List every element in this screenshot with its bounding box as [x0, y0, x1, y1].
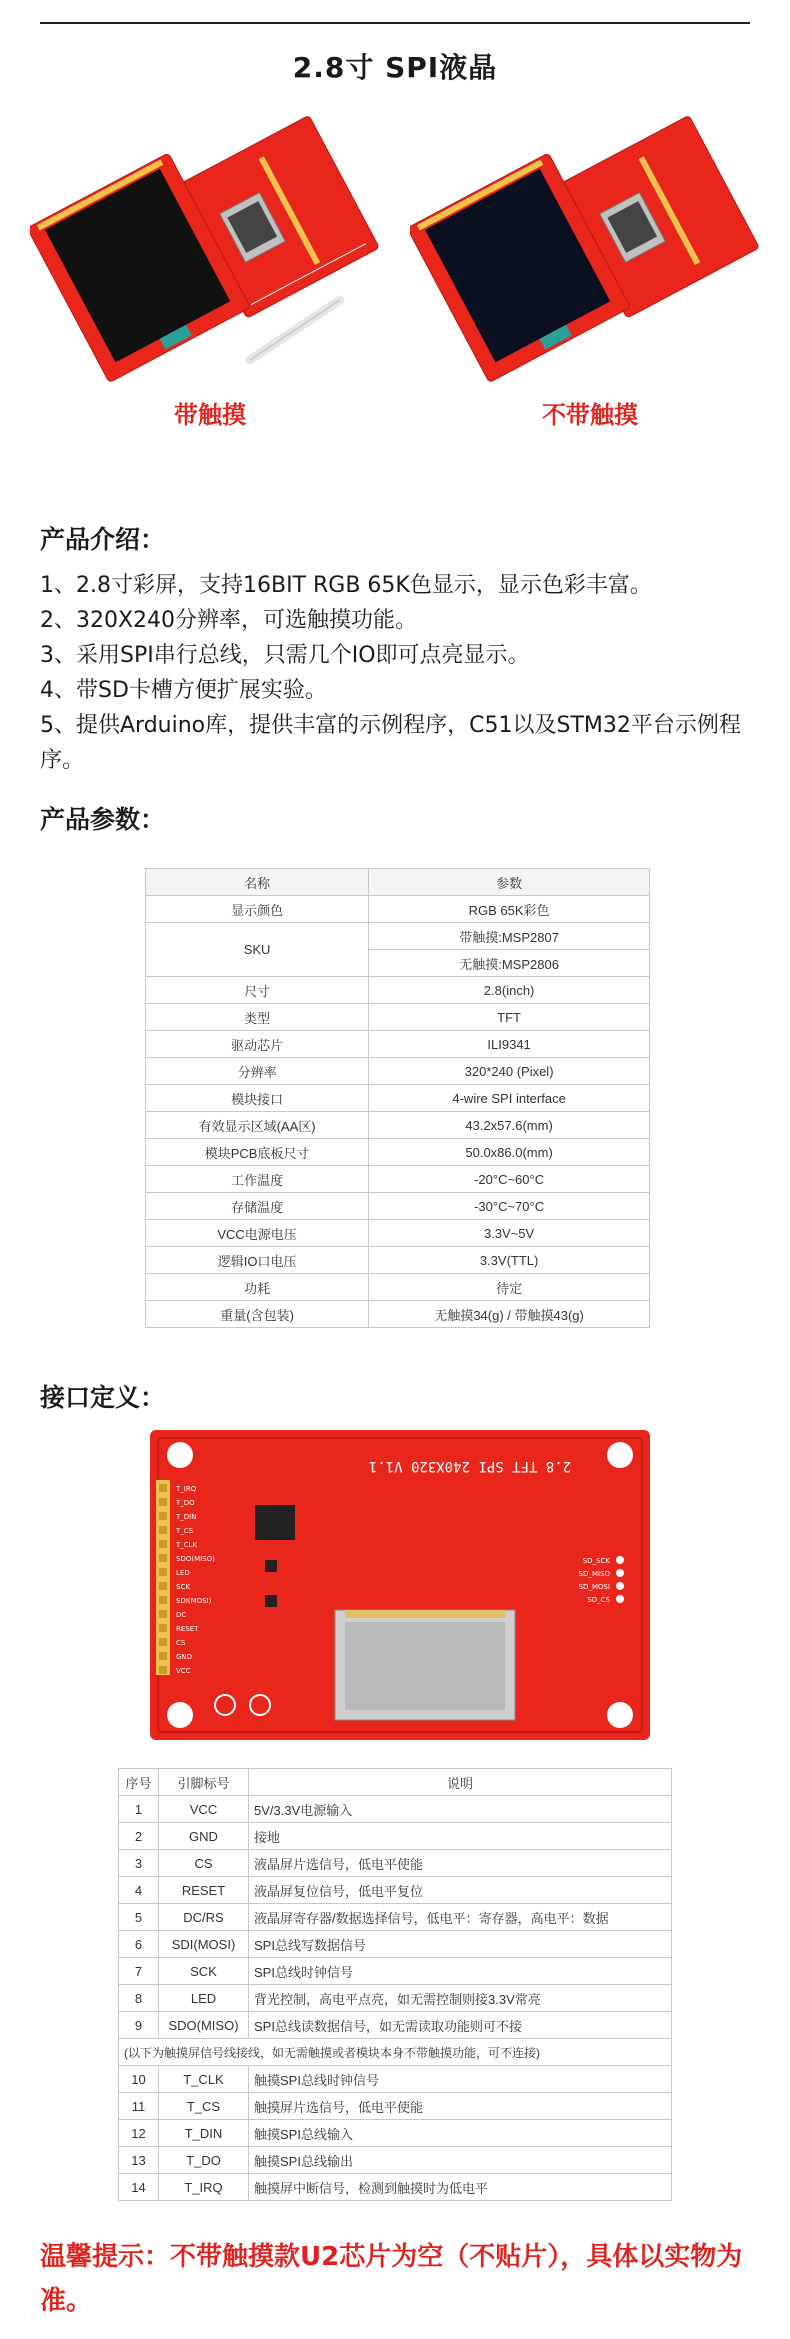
table-row	[119, 1823, 672, 1850]
param-value: TFT	[369, 1004, 650, 1031]
table-row	[146, 1301, 650, 1328]
table-row	[119, 2120, 672, 2147]
param-name: 类型	[146, 1004, 369, 1031]
pin-label: T_IRQ	[176, 1485, 197, 1493]
pin-label: SDI(MOSI)	[176, 1597, 212, 1605]
pin-label: SDO(MISO)	[159, 2012, 249, 2039]
param-name: VCC电源电压	[146, 1220, 369, 1247]
table-row	[119, 1958, 672, 1985]
param-value: 无触摸:MSP2806	[369, 950, 650, 977]
header-cell: 引脚标号	[159, 1769, 249, 1796]
pin-description: 液晶屏片选信号，低电平使能	[249, 1850, 672, 1877]
param-value: 无触摸34(g) / 带触摸43(g)	[369, 1301, 650, 1328]
pin-label: T_DO	[159, 2147, 249, 2174]
intro-line: 4、带SD卡槽方便扩展实验。	[40, 678, 327, 703]
table-row	[146, 1085, 650, 1112]
param-value: 320*240 (Pixel)	[369, 1058, 650, 1085]
sd-pin-label: SD_MOSI	[578, 1583, 610, 1591]
pin-number: 3	[119, 1850, 159, 1877]
pin-number: 1	[119, 1796, 159, 1823]
header-cell: 参数	[369, 869, 650, 896]
pin-label: SCK	[176, 1583, 190, 1591]
header-cell: 名称	[146, 869, 369, 896]
pin-label: LED	[176, 1569, 190, 1577]
pin-label: T_IRQ	[159, 2174, 249, 2201]
warning-note: 温馨提示：不带触摸款U2芯片为空（不贴片），具体以实物为准。	[40, 2242, 743, 2316]
pin-number: 11	[119, 2093, 159, 2120]
pin-number: 6	[119, 1931, 159, 1958]
pin-description: 液晶屏复位信号，低电平复位	[249, 1877, 672, 1904]
pin-description: 背光控制，高电平点亮，如无需控制则接3.3V常亮	[249, 1985, 672, 2012]
param-value: 43.2x57.6(mm)	[369, 1112, 650, 1139]
table-row	[146, 1031, 650, 1058]
param-name: 存储温度	[146, 1193, 369, 1220]
pin-description: SPI总线读数据信号，如无需读取功能则可不接	[249, 2012, 672, 2039]
intro-line: 2、320X240分辨率，可选触摸功能。	[40, 608, 418, 633]
page-title: 2.8寸 SPI液晶	[292, 51, 498, 84]
param-name: 模块PCB底板尺寸	[146, 1139, 369, 1166]
pin-label: RESET	[176, 1625, 199, 1633]
sd-pin-label: SD_CS	[587, 1596, 610, 1604]
param-name: 工作温度	[146, 1166, 369, 1193]
table-row	[146, 977, 650, 1004]
table-row	[119, 2093, 672, 2120]
pin-label: DC	[176, 1611, 187, 1619]
param-value: 3.3V(TTL)	[369, 1247, 650, 1274]
pin-label: VCC	[176, 1667, 191, 1675]
pin-number: 7	[119, 1958, 159, 1985]
pin-label: SDO(MISO)	[176, 1555, 215, 1563]
pin-label: T_CS	[176, 1527, 194, 1535]
pin-label: DC/RS	[159, 1904, 249, 1931]
pin-description: 触摸屏片选信号，低电平使能	[249, 2093, 672, 2120]
pin-label: GND	[176, 1653, 193, 1661]
pin-number: 2	[119, 1823, 159, 1850]
table-row	[119, 2012, 672, 2039]
table-row	[119, 2066, 672, 2093]
pin-description: 触摸屏中断信号，检测到触摸时为低电平	[249, 2174, 672, 2201]
table-row	[119, 1985, 672, 2012]
table-row	[146, 1058, 650, 1085]
pin-label: SCK	[159, 1958, 249, 1985]
pin-description: 液晶屏寄存器/数据选择信号，低电平：寄存器，高电平：数据	[249, 1904, 672, 1931]
pin-label: CS	[176, 1639, 186, 1647]
intro-heading: 产品介绍：	[40, 525, 166, 554]
pin-label: T_CLK	[176, 1541, 198, 1549]
pin-label: T_DIN	[176, 1513, 197, 1521]
pin-label: T_CS	[159, 2093, 249, 2120]
table-row	[146, 1247, 650, 1274]
sd-pin-label: SD_MISO	[578, 1570, 610, 1578]
pin-number: 5	[119, 1904, 159, 1931]
pin-label: VCC	[159, 1796, 249, 1823]
table-row	[119, 2147, 672, 2174]
param-name: 分辨率	[146, 1058, 369, 1085]
param-value: 4-wire SPI interface	[369, 1085, 650, 1112]
table-header-row	[146, 869, 650, 896]
param-value: 3.3V~5V	[369, 1220, 650, 1247]
pin-number: 14	[119, 2174, 159, 2201]
pin-description: SPI总线写数据信号	[249, 1931, 672, 1958]
pin-number: 4	[119, 1877, 159, 1904]
pin-label: RESET	[159, 1877, 249, 1904]
param-value: 待定	[369, 1274, 650, 1301]
param-value: ILI9341	[369, 1031, 650, 1058]
intro-line: 5、提供Arduino库，提供丰富的示例程序，C51以及STM32平台示例程序。	[40, 713, 741, 773]
pin-description: SPI总线时钟信号	[249, 1958, 672, 1985]
param-value: 带触摸:MSP2807	[369, 923, 650, 950]
param-value: 2.8(inch)	[369, 977, 650, 1004]
pin-label: T_DO	[176, 1499, 195, 1507]
table-row	[146, 1139, 650, 1166]
interface-heading: 接口定义：	[40, 1383, 166, 1412]
intro-line: 3、采用SPI串行总线，只需几个IO即可点亮显示。	[40, 643, 530, 668]
table-row	[146, 1166, 650, 1193]
params-table	[145, 868, 650, 1328]
sd-pin-label: SD_SCK	[582, 1557, 610, 1565]
param-value: -20°C~60°C	[369, 1166, 650, 1193]
param-value: -30°C~70°C	[369, 1193, 650, 1220]
table-row	[146, 1274, 650, 1301]
pin-label: CS	[159, 1850, 249, 1877]
pin-label: LED	[159, 1985, 249, 2012]
param-name: 有效显示区域(AA区)	[146, 1112, 369, 1139]
param-name: 功耗	[146, 1274, 369, 1301]
pin-description: 5V/3.3V电源输入	[249, 1796, 672, 1823]
interface-table	[118, 1768, 672, 2201]
pin-number: 9	[119, 2012, 159, 2039]
table-row	[146, 896, 650, 923]
table-row	[146, 1004, 650, 1031]
pin-label: T_CLK	[159, 2066, 249, 2093]
param-value: 50.0x86.0(mm)	[369, 1139, 650, 1166]
pin-description: 接地	[249, 1823, 672, 1850]
param-name: 尺寸	[146, 977, 369, 1004]
product-image-without-touch	[410, 100, 770, 430]
table-row	[119, 1931, 672, 1958]
pcb-back-illustration	[150, 1430, 650, 1740]
param-name: 显示颜色	[146, 896, 369, 923]
header-cell: 序号	[119, 1769, 159, 1796]
pin-number: 8	[119, 1985, 159, 2012]
caption-with-touch: 带触摸	[174, 401, 246, 429]
table-row	[119, 1877, 672, 1904]
param-name: 驱动芯片	[146, 1031, 369, 1058]
lcd-module-with-touch-illustration	[30, 100, 390, 400]
table-row	[119, 1904, 672, 1931]
table-row	[146, 1193, 650, 1220]
pin-description: 触摸SPI总线时钟信号	[249, 2066, 672, 2093]
param-name: 模块接口	[146, 1085, 369, 1112]
pcb-silk-text: 2.8 TFT SPI 240X320 V1.1	[368, 1458, 572, 1474]
param-name: 重量(含包装)	[146, 1301, 369, 1328]
header-cell: 说明	[249, 1769, 672, 1796]
product-image-with-touch	[30, 100, 390, 430]
caption-without-touch: 不带触摸	[542, 401, 638, 429]
pin-number: 13	[119, 2147, 159, 2174]
pin-number: 12	[119, 2120, 159, 2147]
table-row	[119, 2174, 672, 2201]
touch-note: (以下为触摸屏信号线接线，如无需触摸或者模块本身不带触摸功能，可不连接)	[119, 2039, 672, 2066]
intro-line: 1、2.8寸彩屏，支持16BIT RGB 65K色显示，显示色彩丰富。	[40, 573, 652, 598]
pin-description: 触摸SPI总线输出	[249, 2147, 672, 2174]
param-value: RGB 65K彩色	[369, 896, 650, 923]
table-row	[119, 1796, 672, 1823]
table-row	[119, 1850, 672, 1877]
pin-label: SDI(MOSI)	[159, 1931, 249, 1958]
pin-label: T_DIN	[159, 2120, 249, 2147]
table-row	[146, 1112, 650, 1139]
pin-description: 触摸SPI总线输入	[249, 2120, 672, 2147]
pin-number: 10	[119, 2066, 159, 2093]
params-heading: 产品参数：	[40, 805, 166, 834]
table-note-row	[119, 2039, 672, 2066]
table-row	[146, 923, 650, 950]
param-name: 逻辑IO口电压	[146, 1247, 369, 1274]
lcd-module-without-touch-illustration	[410, 100, 770, 400]
table-row	[146, 1220, 650, 1247]
param-name: SKU	[146, 923, 369, 977]
top-divider	[40, 22, 750, 24]
intro-list	[40, 568, 750, 778]
table-header-row	[119, 1769, 672, 1796]
pin-label: GND	[159, 1823, 249, 1850]
